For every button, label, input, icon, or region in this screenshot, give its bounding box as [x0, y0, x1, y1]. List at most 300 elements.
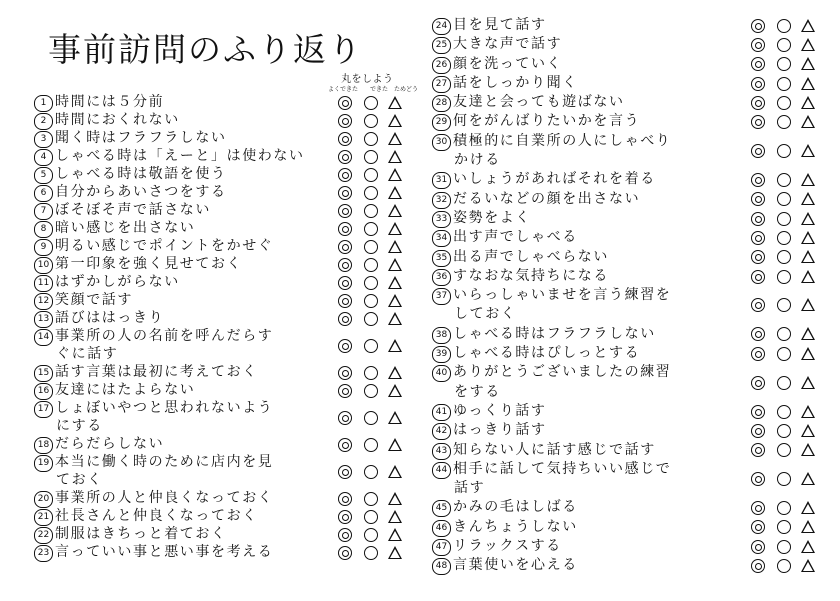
rating-options [751, 57, 817, 71]
checklist-item [34, 364, 434, 382]
item-text: 言っていい事と悪い事を考える [55, 543, 274, 560]
circle-icon[interactable] [364, 366, 378, 380]
rating-options [751, 559, 817, 573]
double-circle-icon[interactable] [338, 510, 352, 524]
double-circle-icon[interactable] [338, 312, 352, 326]
rating-options [338, 528, 404, 542]
item-text: 事業所の人と仲良くなっておく [55, 489, 274, 506]
double-circle-icon[interactable] [338, 240, 352, 254]
triangle-icon[interactable] [801, 270, 815, 283]
triangle-icon[interactable] [388, 438, 402, 451]
item-number: 10 [34, 257, 53, 274]
item-text: ぼそぼそ声で話さない [55, 202, 211, 218]
circle-icon[interactable] [777, 231, 791, 245]
triangle-icon[interactable] [801, 327, 815, 340]
triangle-icon[interactable] [801, 347, 815, 360]
checklist-item [432, 16, 832, 35]
triangle-icon[interactable] [801, 250, 815, 263]
item-text: しゃべる時は敬語を使う [55, 166, 227, 182]
item-number: 8 [34, 221, 53, 238]
checklist-item [432, 518, 832, 537]
item-text: 事業所の人の名前を呼んだらす [55, 328, 274, 344]
triangle-icon[interactable] [801, 77, 815, 90]
triangle-icon[interactable] [388, 294, 402, 307]
triangle-icon[interactable] [388, 528, 402, 541]
double-circle-icon[interactable] [338, 384, 352, 398]
double-circle-icon[interactable] [338, 222, 352, 236]
item-number: 22 [34, 527, 53, 544]
circle-icon[interactable] [364, 492, 378, 506]
triangle-icon[interactable] [801, 212, 815, 225]
circle-icon[interactable] [364, 384, 378, 398]
item-text: 聞く時はフラフラしない [55, 130, 227, 146]
double-circle-icon[interactable] [338, 546, 352, 560]
item-text-continued: かける [454, 152, 501, 169]
rating-options [751, 501, 817, 515]
item-number: 43 [432, 443, 451, 460]
double-circle-icon[interactable] [751, 38, 765, 52]
checklist-item [34, 400, 434, 436]
circle-icon[interactable] [777, 520, 791, 534]
item-text: しゃべる時はフラフラしない [453, 325, 656, 342]
triangle-icon[interactable] [801, 376, 815, 389]
circle-icon[interactable] [364, 132, 378, 146]
double-circle-icon[interactable] [338, 114, 352, 128]
item-number: 21 [34, 509, 53, 526]
rating-options [338, 312, 404, 326]
circle-icon[interactable] [364, 222, 378, 236]
rating-options [338, 510, 404, 524]
circle-icon[interactable] [364, 312, 378, 326]
item-number: 6 [34, 185, 53, 202]
circle-icon[interactable] [364, 339, 378, 353]
circle-icon[interactable] [777, 212, 791, 226]
checklist-item [34, 166, 434, 184]
rating-options [338, 186, 404, 200]
triangle-icon[interactable] [801, 19, 815, 32]
triangle-icon[interactable] [801, 57, 815, 70]
double-circle-icon[interactable] [751, 173, 765, 187]
double-circle-icon[interactable] [338, 168, 352, 182]
item-number: 16 [34, 383, 53, 400]
triangle-icon[interactable] [388, 510, 402, 523]
checklist-item [34, 328, 434, 364]
item-text: しゃべる時はぴしっとする [453, 345, 641, 362]
double-circle-icon[interactable] [751, 405, 765, 419]
triangle-icon[interactable] [388, 168, 402, 181]
double-circle-icon[interactable] [751, 520, 765, 534]
item-number: 38 [432, 327, 451, 344]
item-number: 35 [432, 250, 451, 267]
double-circle-icon[interactable] [751, 559, 765, 573]
circle-icon[interactable] [364, 510, 378, 524]
triangle-icon[interactable] [801, 443, 815, 456]
rating-options [751, 540, 817, 554]
item-text-continued: 話す [454, 480, 486, 497]
triangle-icon[interactable] [801, 38, 815, 51]
double-circle-icon[interactable] [751, 347, 765, 361]
page-title: 事前訪問のふり返り [48, 30, 363, 69]
item-number: 31 [432, 172, 451, 189]
rating-options [338, 465, 404, 479]
double-circle-icon[interactable] [751, 250, 765, 264]
double-circle-icon[interactable] [751, 77, 765, 91]
double-circle-icon[interactable] [338, 186, 352, 200]
triangle-icon[interactable] [388, 222, 402, 235]
triangle-icon[interactable] [388, 411, 402, 424]
triangle-icon[interactable] [801, 298, 815, 311]
item-number: 14 [34, 329, 53, 346]
rating-options [751, 250, 817, 264]
double-circle-icon[interactable] [751, 501, 765, 515]
item-number: 18 [34, 437, 53, 454]
rating-options [338, 276, 404, 290]
item-text: 友達と会っても遊ばない [453, 94, 625, 111]
item-text: 出る声でしゃべらない [453, 248, 609, 265]
item-number: 28 [432, 95, 451, 112]
triangle-icon[interactable] [801, 559, 815, 572]
legend-col-not-done: ためどう [394, 86, 419, 93]
double-circle-icon[interactable] [751, 57, 765, 71]
circle-icon[interactable] [364, 438, 378, 452]
rating-options [751, 443, 817, 457]
circle-icon[interactable] [777, 270, 791, 284]
triangle-icon[interactable] [388, 96, 402, 109]
item-number: 19 [34, 455, 53, 472]
checklist-item [34, 544, 434, 562]
double-circle-icon[interactable] [338, 438, 352, 452]
rating-options [751, 270, 817, 284]
circle-icon[interactable] [777, 115, 791, 129]
triangle-icon[interactable] [388, 312, 402, 325]
item-text: 姿勢をよく [453, 209, 531, 226]
double-circle-icon[interactable] [338, 528, 352, 542]
checklist-item [432, 93, 832, 112]
double-circle-icon[interactable] [338, 132, 352, 146]
checklist-item [432, 170, 832, 189]
item-number: 15 [34, 365, 53, 382]
double-circle-icon[interactable] [338, 204, 352, 218]
item-text: 何をがんばりたいかを言う [453, 113, 641, 130]
triangle-icon[interactable] [801, 115, 815, 128]
legend-heading: 丸をしよう [341, 74, 394, 85]
item-number: 29 [432, 114, 451, 131]
checklist-item [432, 267, 832, 286]
circle-icon[interactable] [364, 258, 378, 272]
circle-icon[interactable] [777, 57, 791, 71]
checklist-item [34, 526, 434, 544]
circle-icon[interactable] [777, 38, 791, 52]
item-number: 45 [432, 500, 451, 517]
item-text: 積極的に自業所の人にしゃべり [453, 132, 672, 149]
double-circle-icon[interactable] [751, 144, 765, 158]
double-circle-icon[interactable] [338, 258, 352, 272]
circle-icon[interactable] [777, 472, 791, 486]
triangle-icon[interactable] [801, 424, 815, 437]
rating-options [338, 204, 404, 218]
item-number: 32 [432, 192, 451, 209]
item-text: だるいなどの顔を出さない [453, 190, 641, 207]
triangle-icon[interactable] [801, 173, 815, 186]
item-text: 第一印象を強く見せておく [55, 256, 243, 272]
item-text: 友達にはたよらない [55, 381, 196, 398]
item-number: 24 [432, 18, 451, 35]
item-text: 大きな声で話す [453, 36, 563, 53]
checklist-item [34, 490, 434, 508]
triangle-icon[interactable] [388, 384, 402, 397]
double-circle-icon[interactable] [751, 212, 765, 226]
triangle-icon[interactable] [801, 520, 815, 533]
item-number: 7 [34, 203, 53, 220]
checklist-item [34, 130, 434, 148]
legend-col-done: できた [370, 86, 389, 93]
triangle-icon[interactable] [388, 492, 402, 505]
item-text-continued: しておく [454, 306, 517, 323]
circle-icon[interactable] [364, 114, 378, 128]
item-number: 46 [432, 520, 451, 537]
circle-icon[interactable] [777, 77, 791, 91]
item-text: 知らない人に話す感じで話す [453, 441, 656, 458]
item-text: 本当に働く時のために店内を見 [55, 453, 274, 470]
checklist-item [432, 248, 832, 267]
item-number: 9 [34, 239, 53, 256]
checklist-right-column [432, 16, 832, 576]
circle-icon[interactable] [777, 540, 791, 554]
item-text-continued: をする [454, 383, 501, 400]
circle-icon[interactable] [777, 19, 791, 33]
circle-icon[interactable] [364, 411, 378, 425]
checklist-item [432, 441, 832, 460]
rating-options [751, 327, 817, 341]
item-text: 語びははっきり [55, 310, 165, 326]
triangle-icon[interactable] [388, 186, 402, 199]
checklist-item [432, 363, 832, 402]
circle-icon[interactable] [777, 559, 791, 573]
triangle-icon[interactable] [388, 204, 402, 217]
circle-icon[interactable] [364, 96, 378, 110]
item-text: いらっしゃいませを言う練習を [453, 287, 672, 304]
circle-icon[interactable] [364, 240, 378, 254]
item-number: 26 [432, 57, 451, 74]
item-text: リラックスする [453, 538, 562, 555]
rating-options [338, 96, 404, 110]
rating-options [751, 520, 817, 534]
checklist-item [432, 35, 832, 54]
double-circle-icon[interactable] [751, 298, 765, 312]
rating-options [751, 115, 817, 129]
double-circle-icon[interactable] [751, 472, 765, 486]
double-circle-icon[interactable] [751, 443, 765, 457]
rating-options [338, 294, 404, 308]
checklist-item [34, 382, 434, 400]
item-number: 2 [34, 113, 53, 130]
rating-options [338, 168, 404, 182]
circle-icon[interactable] [364, 465, 378, 479]
triangle-icon[interactable] [388, 339, 402, 352]
checklist-item [432, 325, 832, 344]
item-number: 20 [34, 491, 53, 508]
triangle-icon[interactable] [388, 114, 402, 127]
double-circle-icon[interactable] [751, 19, 765, 33]
checklist-item [34, 220, 434, 238]
triangle-icon[interactable] [801, 192, 815, 205]
checklist-item [432, 344, 832, 363]
circle-icon[interactable] [777, 347, 791, 361]
item-text: かみの毛はしばる [453, 499, 578, 516]
legend-columns [328, 84, 438, 94]
circle-icon[interactable] [777, 376, 791, 390]
item-number: 44 [432, 462, 451, 479]
double-circle-icon[interactable] [751, 424, 765, 438]
triangle-icon[interactable] [801, 231, 815, 244]
circle-icon[interactable] [364, 546, 378, 560]
circle-icon[interactable] [364, 168, 378, 182]
item-text: 自分からあいさつをする [55, 184, 227, 200]
item-number: 33 [432, 211, 451, 228]
double-circle-icon[interactable] [751, 540, 765, 554]
rating-options [751, 19, 817, 33]
triangle-icon[interactable] [388, 276, 402, 289]
double-circle-icon[interactable] [751, 96, 765, 110]
double-circle-icon[interactable] [338, 294, 352, 308]
checklist-item [34, 274, 434, 292]
circle-icon[interactable] [777, 298, 791, 312]
circle-icon[interactable] [777, 96, 791, 110]
item-text: 制服はきちっと着ておく [55, 525, 227, 542]
item-text-continued: ておく [56, 471, 103, 488]
rating-options [751, 231, 817, 245]
triangle-icon[interactable] [801, 405, 815, 418]
item-text: だらだらしない [55, 435, 165, 452]
triangle-icon[interactable] [388, 366, 402, 379]
double-circle-icon[interactable] [338, 339, 352, 353]
rating-options [338, 132, 404, 146]
circle-icon[interactable] [364, 150, 378, 164]
circle-icon[interactable] [364, 528, 378, 542]
triangle-icon[interactable] [801, 144, 815, 157]
checklist-item [432, 55, 832, 74]
item-number: 47 [432, 539, 451, 556]
checklist-item [34, 454, 434, 490]
checklist-item [432, 132, 832, 171]
checklist-item [432, 74, 832, 93]
triangle-icon[interactable] [801, 540, 815, 553]
item-text: しょぼいやつと思われないよう [55, 399, 274, 416]
double-circle-icon[interactable] [751, 376, 765, 390]
item-text: 時間におくれない [55, 112, 180, 128]
checklist-item [34, 184, 434, 202]
triangle-icon[interactable] [388, 546, 402, 559]
triangle-icon[interactable] [801, 96, 815, 109]
triangle-icon[interactable] [801, 472, 815, 485]
circle-icon[interactable] [364, 294, 378, 308]
rating-options [338, 492, 404, 506]
item-text: いしょうがあればそれを着る [453, 171, 656, 188]
circle-icon[interactable] [777, 501, 791, 515]
circle-icon[interactable] [777, 250, 791, 264]
circle-icon[interactable] [777, 173, 791, 187]
item-number: 3 [34, 131, 53, 148]
checklist-item [34, 310, 434, 328]
checklist-item [432, 209, 832, 228]
item-text-continued: ぐに話す [56, 346, 119, 362]
circle-icon[interactable] [777, 144, 791, 158]
circle-icon[interactable] [777, 424, 791, 438]
rating-options [338, 240, 404, 254]
double-circle-icon[interactable] [338, 276, 352, 290]
circle-icon[interactable] [364, 276, 378, 290]
triangle-icon[interactable] [388, 132, 402, 145]
double-circle-icon[interactable] [338, 465, 352, 479]
circle-icon[interactable] [777, 405, 791, 419]
checklist-item [34, 148, 434, 166]
checklist-left-column [34, 94, 434, 562]
rating-options [338, 546, 404, 560]
rating-options [751, 144, 817, 158]
circle-icon[interactable] [777, 327, 791, 341]
circle-icon[interactable] [777, 192, 791, 206]
item-number: 13 [34, 311, 53, 328]
checklist-item [432, 556, 832, 575]
item-number: 30 [432, 134, 451, 151]
rating-options [338, 366, 404, 380]
double-circle-icon[interactable] [338, 96, 352, 110]
double-circle-icon[interactable] [751, 327, 765, 341]
item-number: 39 [432, 346, 451, 363]
double-circle-icon[interactable] [338, 150, 352, 164]
triangle-icon[interactable] [388, 150, 402, 163]
item-number: 48 [432, 558, 451, 575]
rating-options [751, 192, 817, 206]
double-circle-icon[interactable] [338, 411, 352, 425]
checklist-item [432, 112, 832, 131]
item-number: 41 [432, 404, 451, 421]
rating-options [338, 114, 404, 128]
rating-options [338, 411, 404, 425]
item-text: きんちょうしない [453, 518, 578, 535]
checklist-item [432, 190, 832, 209]
checklist-item [432, 286, 832, 325]
item-text: はっきり話す [453, 422, 547, 439]
double-circle-icon[interactable] [751, 270, 765, 284]
item-text: しゃべる時は「えーと」は使わない [55, 148, 305, 164]
rating-options [751, 173, 817, 187]
item-number: 27 [432, 76, 451, 93]
triangle-icon[interactable] [388, 240, 402, 253]
triangle-icon[interactable] [801, 501, 815, 514]
double-circle-icon[interactable] [338, 492, 352, 506]
rating-options [751, 376, 817, 390]
item-text: 言葉使いを心える [453, 557, 578, 574]
triangle-icon[interactable] [388, 258, 402, 271]
double-circle-icon[interactable] [751, 231, 765, 245]
circle-icon[interactable] [364, 204, 378, 218]
circle-icon[interactable] [777, 443, 791, 457]
item-number: 34 [432, 230, 451, 247]
item-text-continued: にする [56, 417, 103, 434]
item-text: はずかしがらない [55, 274, 180, 290]
triangle-icon[interactable] [388, 465, 402, 478]
rating-options [751, 405, 817, 419]
checklist-item [34, 256, 434, 274]
legend-col-well-done: よくできた [328, 86, 359, 93]
double-circle-icon[interactable] [338, 366, 352, 380]
checklist-item [34, 202, 434, 220]
double-circle-icon[interactable] [751, 192, 765, 206]
double-circle-icon[interactable] [751, 115, 765, 129]
checklist-item [432, 537, 832, 556]
circle-icon[interactable] [364, 186, 378, 200]
